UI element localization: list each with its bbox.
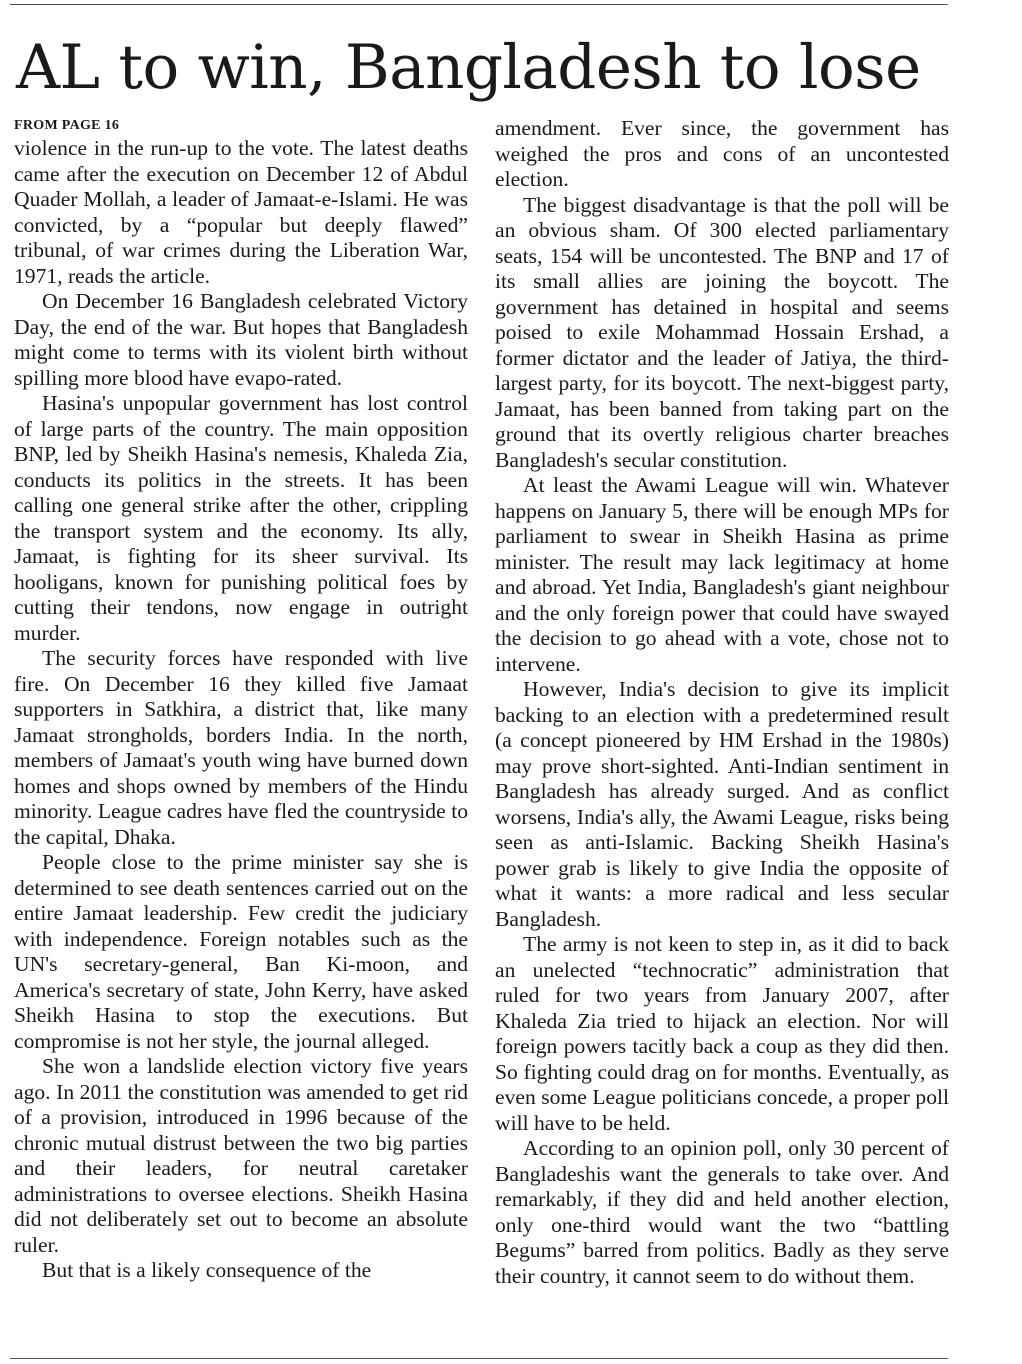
- paragraph: According to an opinion poll, only 30 percent of Bangladeshis want the generals to take over. And remarkably, if they did and held another election, only one-third would want the two “battling Begums” barred from politics. Badly as they serve their country, it cannot seem to do without them.: [495, 1136, 949, 1288]
- paragraph: People close to the prime minister say she is determined to see death sentences carried out on the entire Jamaat leadership. Few credit the judiciary with independence. Foreign notables such as the UN's secretary-general, Ban Ki-moon, and America's secretary of state, John Kerry, have asked Sheikh Hasina to stop the executions. But compromise is not her style, the journal alleged.: [14, 850, 468, 1053]
- paragraph: Hasina's unpopular government has lost control of large parts of the country. The main opposition BNP, led by Sheikh Hasina's nemesis, Khaleda Zia, conducts its politics in the streets. It has been calling one general strike after the other, crippling the transport system and the economy. Its ally, Jamaat, is fighting for its sheer survival. Its hooligans, known for punishing political foes by cutting their tendons, now engage in outright murder.: [14, 391, 468, 645]
- paragraph: She won a landslide election victory five years ago. In 2011 the constitution was amended to get rid of a provision, introduced in 1996 because of the chronic mutual distrust between the two big parties and their leaders, for neutral caretaker administrations to oversee elections. Sheikh Hasina did not deliberately set out to become an absolute ruler.: [14, 1054, 468, 1257]
- right-column: [495, 116, 949, 1289]
- paragraph: However, India's decision to give its implicit backing to an election with a predetermined result (a concept pioneered by HM Ershad in the 1980s) may prove short-sighted. Anti-Indian sentiment in Bangladesh has already surged. And as conflict worsens, India's ally, the Awami League, risks being seen as anti-Islamic. Backing Sheikh Hasina's power grab is likely to give India the opposite of what it wants: a more radical and less secular Bangladesh.: [495, 677, 949, 931]
- continuation-kicker: FROM PAGE 16: [14, 118, 120, 133]
- paragraph: The biggest disadvantage is that the poll will be an obvious sham. Of 300 elected parliamentary seats, 154 will be uncontested. The BNP and 17 of its small allies are joining the boycott. The government has detained in hospital and seems poised to exile Mohammad Hossain Ershad, a former dictator and the leader of Jatiya, the third-largest party, for its boycott. The next-biggest party, Jamaat, has been banned from taking part on the ground that its overtly religious charter breaches Bangladesh's secular constitution.: [495, 192, 949, 472]
- top-rule: [10, 4, 948, 5]
- paragraph: amendment. Ever since, the government has weighed the pros and cons of an uncontested election.: [495, 116, 949, 191]
- paragraph: But that is a likely consequence of the: [42, 1258, 372, 1282]
- bottom-rule: [10, 1358, 948, 1359]
- paragraph: violence in the run-up to the vote. The latest deaths came after the execution on December 12 of Abdul Quader Mollah, a leader of Jamaat-e-Islami. He was convicted, by a “popular but deeply flawed” tribunal, of war crimes during the Liberation War, 1971, reads the article.: [14, 136, 468, 288]
- paragraph: The army is not keen to step in, as it did to back an unelected “technocratic” administration that ruled for two years from January 2007, after Khaleda Zia tried to hijack an election. Nor will foreign powers tacitly back a coup as they did then. So fighting could drag on for months. Eventually, as even some League politicians concede, a proper poll will have to be held.: [495, 932, 949, 1135]
- paragraph: On December 16 Bangladesh celebrated Victory Day, the end of the war. But hopes that Bangladesh might come to terms with its violent birth without spilling more blood have evapo-rated.: [14, 289, 468, 390]
- paragraph: At least the Awami League will win. Whatever happens on January 5, there will be enough MPs for parliament to swear in Sheikh Hasina as prime minister. The result may lack legitimacy at home and abroad. Yet India, Bangladesh's giant neighbour and the only foreign power that could have swayed the decision to go ahead with a vote, chose not to intervene.: [495, 473, 949, 676]
- headline: AL to win, Bangladesh to lose: [16, 32, 921, 103]
- left-column: [14, 116, 468, 1284]
- paragraph: The security forces have responded with live fire. On December 16 they killed five Jamaat supporters in Satkhira, a district that, like many Jamaat strongholds, borders India. In the north, members of Jamaat's youth wing have burned down homes and shops owned by members of the Hindu minority. League cadres have fled the countryside to the capital, Dhaka.: [14, 646, 468, 849]
